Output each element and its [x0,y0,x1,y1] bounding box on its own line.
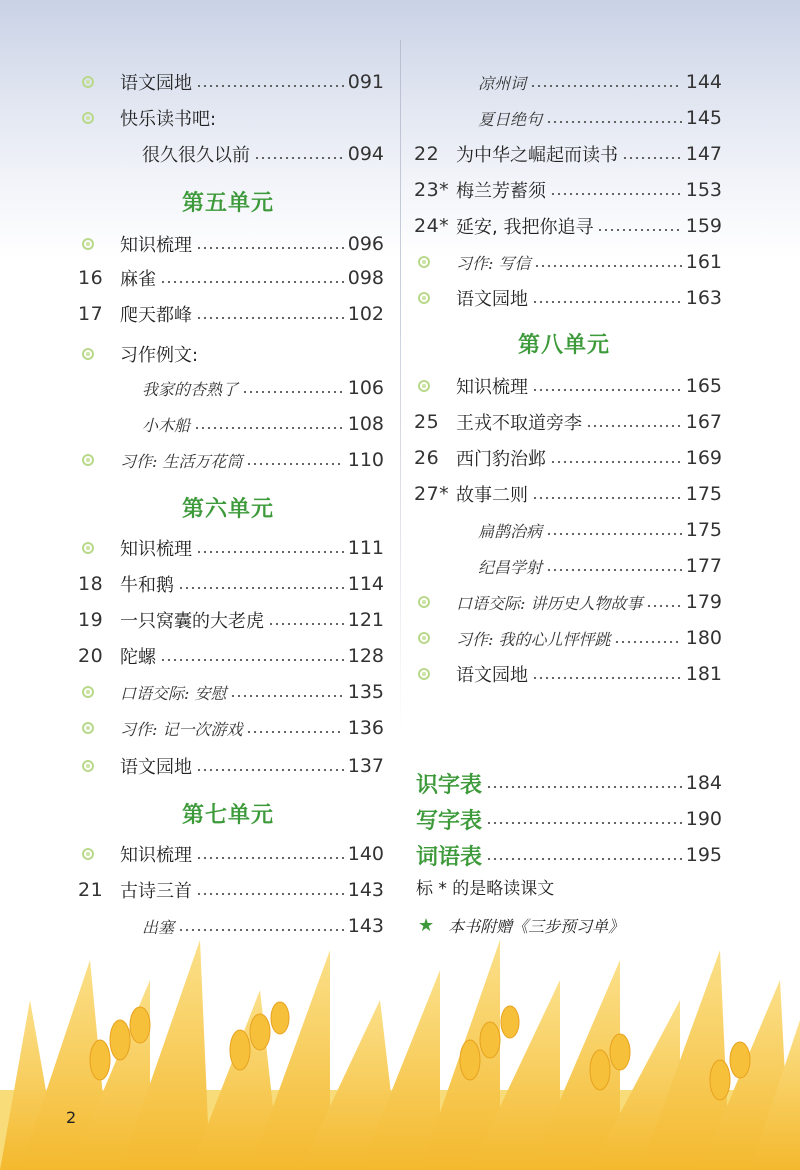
toc-entry[interactable] [78,838,384,870]
toc-entry[interactable] [78,604,384,636]
page-ref: 128 [347,645,384,667]
toc-entry[interactable] [414,138,722,170]
page-ref: 143 [347,879,384,901]
toc-entry[interactable] [414,550,722,582]
entry-title: 凉州词 [478,73,527,93]
page-ref: 153 [685,179,722,201]
entry-title: 知识梳理 [120,845,192,866]
circle-bullet-icon [414,668,456,680]
toc-entry[interactable] [414,174,722,206]
page-ref: 091 [347,71,384,93]
dot-leader [196,317,344,319]
toc-entry[interactable] [414,210,722,242]
entry-title: 麻雀 [120,269,156,290]
dot-leader [532,301,682,303]
entry-title: 习作例文: [120,345,199,366]
page-ref: 179 [685,591,722,613]
toc-entry[interactable] [414,658,722,690]
dot-leader [486,822,682,824]
page-ref: 184 [685,772,722,794]
entry-title: 我家的杏熟了 [142,379,239,399]
lesson-number: 23* [414,179,450,201]
dot-leader [268,623,344,625]
entry-title: 习作: 写信 [456,253,531,273]
dot-leader [546,121,682,123]
entry-title: 口语交际: 讲历史人物故事 [456,593,643,613]
dot-leader [194,427,344,429]
entry-title: 习作: 我的心儿怦怦跳 [456,629,611,649]
entry-title: 语文园地 [120,757,192,778]
unit-heading: 第八单元 [518,333,611,358]
toc-entry[interactable] [78,444,384,476]
circle-bullet-icon [78,848,120,860]
page-ref: 143 [347,915,384,937]
toc-entry[interactable] [78,750,384,782]
dot-leader [178,587,344,589]
toc-entry[interactable] [414,282,722,314]
dot-leader [196,551,344,553]
dot-leader [534,265,681,267]
entry-title: 习作: 生活万花筒 [120,451,243,471]
dot-leader [196,857,344,859]
toc-entry[interactable] [78,262,384,294]
bonus-line [418,914,624,937]
dot-leader [246,463,343,465]
entry-title: 知识梳理 [456,377,528,398]
dot-leader [196,893,344,895]
circle-bullet-icon [78,722,120,734]
toc-entry[interactable] [78,338,384,370]
page-ref: 169 [685,447,722,469]
page-ref: 180 [685,627,722,649]
dot-leader [530,85,682,87]
page-ref: 144 [685,71,722,93]
page-ref: 110 [347,449,384,471]
circle-bullet-icon [414,380,456,392]
toc-entry[interactable] [78,910,384,942]
page-ref: 175 [685,519,722,541]
entry-title: 语文园地 [456,289,528,310]
entry-title: 语文园地 [456,665,528,686]
circle-bullet-icon [78,686,120,698]
page-ref: 114 [347,573,384,595]
unit-heading: 第七单元 [182,803,275,828]
page-ref: 135 [347,681,384,703]
toc-entry[interactable] [414,406,722,438]
toc-entry[interactable] [78,138,384,170]
toc-entry[interactable] [414,514,722,546]
page-ref: 102 [347,303,384,325]
bonus-text: 本书附赠《三步预习单》 [448,917,625,936]
dot-leader [532,677,682,679]
toc-entry[interactable] [78,228,384,260]
entry-title: 口语交际: 安慰 [120,683,227,703]
toc-entry[interactable] [78,298,384,330]
lesson-number: 20 [78,645,104,667]
lesson-number: 22 [414,143,440,165]
dot-leader [230,695,343,697]
star-icon: ★ [418,915,435,936]
toc-entry[interactable] [414,622,722,654]
circle-bullet-icon [414,256,456,268]
entry-title: 纪昌学射 [478,557,543,577]
entry-title: 梅兰芳蓄须 [456,181,546,202]
toc-entry[interactable] [78,640,384,672]
dot-leader [614,641,681,643]
dot-leader [486,786,682,788]
page-number: 2 [66,1108,77,1127]
entry-title: 陀螺 [120,647,156,668]
dot-leader [546,569,682,571]
page-ref: 147 [685,143,722,165]
dot-leader [178,929,344,931]
page-ref: 159 [685,215,722,237]
dot-leader [196,85,344,87]
dot-leader [546,533,682,535]
entry-title: 快乐读书吧: [120,109,217,130]
entry-title: 习作: 记一次游戏 [120,719,243,739]
dot-leader [242,391,344,393]
toc-entry[interactable] [78,676,384,708]
page-ref: 140 [347,843,384,865]
circle-bullet-icon [414,632,456,644]
appendix-entry[interactable] [416,766,722,800]
entry-title: 爬天都峰 [120,305,192,326]
page-ref: 165 [685,375,722,397]
dot-leader [196,247,344,249]
unit-heading: 第五单元 [182,191,275,216]
entry-title: 很久很久以前 [142,145,250,166]
toc-entry[interactable] [78,874,384,906]
page-ref: 108 [347,413,384,435]
page-ref: 121 [347,609,384,631]
page-ref: 145 [685,107,722,129]
entry-title: 为中华之崛起而读书 [456,145,618,166]
appendix-title: 识字表 [416,772,483,798]
page-ref: 181 [685,663,722,685]
dot-leader [550,461,682,463]
entry-title: 出塞 [142,917,175,937]
appendix-title: 词语表 [416,844,483,870]
toc-entry[interactable] [414,246,722,278]
appendix-title: 写字表 [416,808,483,834]
page-ref: 167 [685,411,722,433]
page-ref: 190 [685,808,722,830]
toc-entry[interactable] [78,532,384,564]
unit-heading: 第六单元 [182,497,275,522]
toc-entry[interactable] [78,568,384,600]
entry-title: 王戎不取道旁李 [456,413,582,434]
entry-title: 故事二则 [456,485,528,506]
lesson-number: 21 [78,879,104,901]
page-ref: 177 [685,555,722,577]
toc-entry[interactable] [78,408,384,440]
entry-title: 西门豹治邺 [456,449,546,470]
dot-leader [254,157,344,159]
page-ref: 098 [347,267,384,289]
dot-leader [532,389,682,391]
entry-title: 夏日绝句 [478,109,543,129]
dot-leader [160,659,344,661]
lesson-number: 24* [414,215,450,237]
toc-entry[interactable] [414,442,722,474]
page-ref: 195 [685,844,722,866]
circle-bullet-icon [78,542,120,554]
circle-bullet-icon [78,348,120,360]
entry-title: 语文园地 [120,73,192,94]
circle-bullet-icon [414,596,456,608]
appendix-entry[interactable] [416,802,722,836]
entry-title: 知识梳理 [120,539,192,560]
page-ref: 106 [347,377,384,399]
entry-title: 小木船 [142,415,191,435]
toc-entry[interactable] [414,586,722,618]
dot-leader [196,769,344,771]
lesson-number: 19 [78,609,104,631]
entry-title: 一只窝囊的大老虎 [120,611,264,632]
dot-leader [246,731,343,733]
dot-leader [646,605,681,607]
lesson-number: 27* [414,483,450,505]
entry-title: 知识梳理 [120,235,192,256]
entry-title: 扁鹊治病 [478,521,543,541]
dot-leader [550,193,682,195]
page-ref: 111 [347,537,384,559]
page-ref: 163 [685,287,722,309]
entry-title: 古诗三首 [120,881,192,902]
toc-entry[interactable] [78,66,384,98]
page-ref: 137 [347,755,384,777]
lesson-number: 17 [78,303,104,325]
circle-bullet-icon [78,454,120,466]
toc-entry[interactable] [414,370,722,402]
lesson-number: 18 [78,573,104,595]
lesson-number: 25 [414,411,440,433]
dot-leader [532,497,682,499]
reading-note: 标 * 的是略读课文 [416,879,555,899]
dot-leader [486,858,682,860]
toc-entry[interactable] [78,712,384,744]
dot-leader [597,229,681,231]
circle-bullet-icon [78,76,120,88]
appendix-entry[interactable] [416,838,722,872]
page-ref: 096 [347,233,384,255]
circle-bullet-icon [78,238,120,250]
entry-title: 延安, 我把你追寻 [456,217,594,238]
page-ref: 136 [347,717,384,739]
page-ref: 094 [347,143,384,165]
lesson-number: 26 [414,447,440,469]
page-ref: 175 [685,483,722,505]
circle-bullet-icon [78,112,120,124]
dot-leader [586,425,682,427]
wheat-illustration [0,940,800,1170]
toc-entry[interactable] [414,102,722,134]
toc-entry[interactable] [414,66,722,98]
page-ref: 161 [685,251,722,273]
lesson-number: 16 [78,267,104,289]
toc-entry[interactable] [414,478,722,510]
entry-title: 牛和鹅 [120,575,174,596]
dot-leader [160,281,344,283]
circle-bullet-icon [78,760,120,772]
column-divider [400,40,401,740]
toc-entry[interactable] [78,372,384,404]
circle-bullet-icon [414,292,456,304]
toc-entry[interactable] [78,102,384,134]
dot-leader [622,157,682,159]
